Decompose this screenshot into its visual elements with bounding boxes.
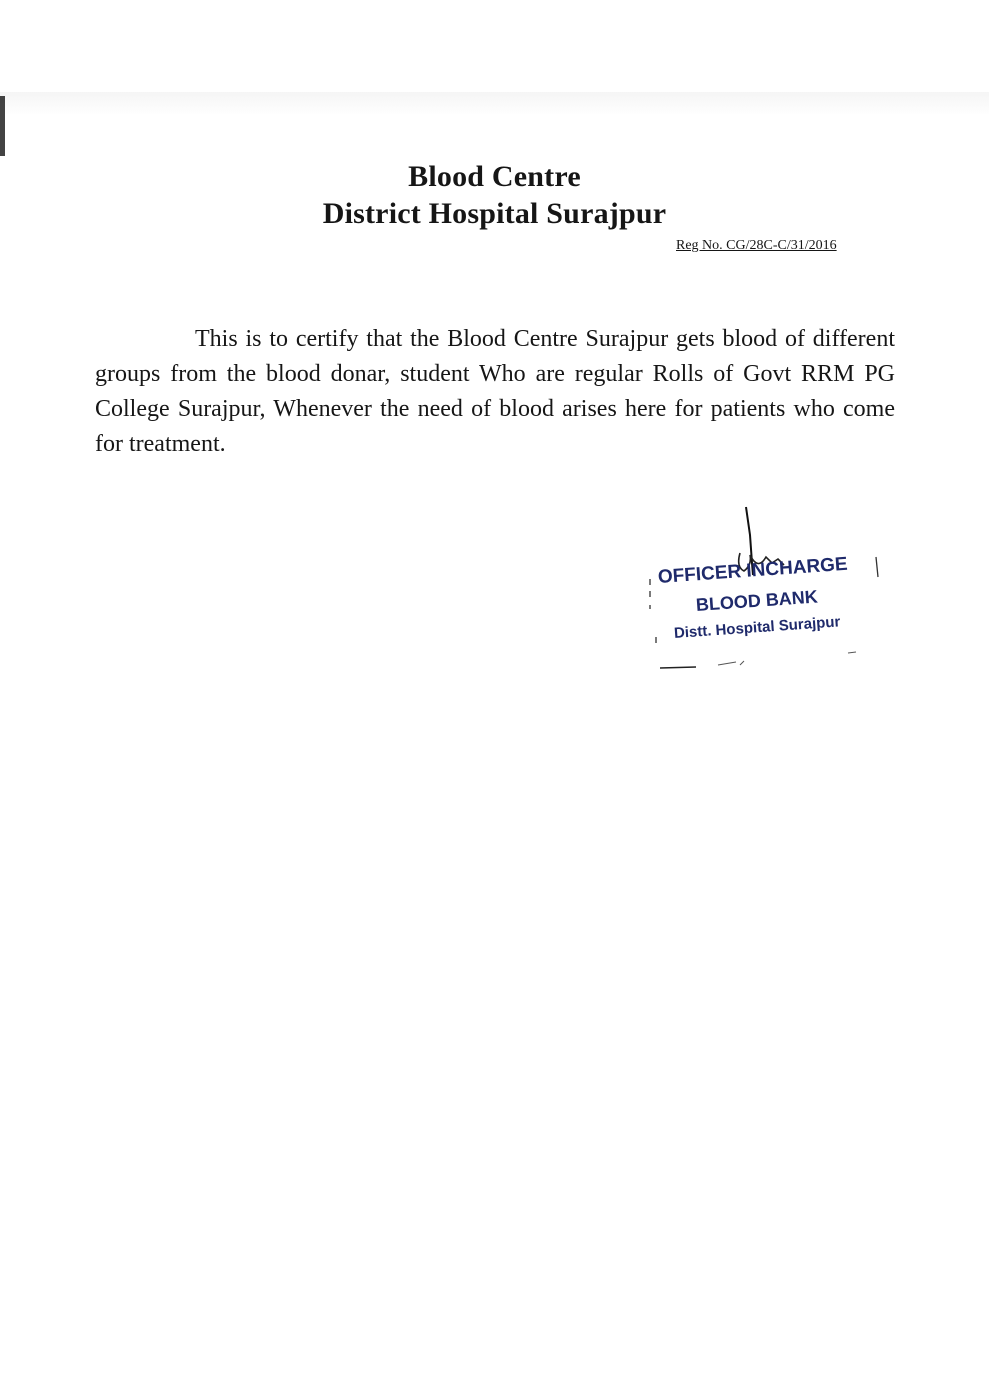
official-stamp — [640, 505, 890, 685]
registration-number: Reg No. CG/28C-C/31/2016 — [676, 238, 837, 253]
stamp-line-hospital: Distt. Hospital Surajpur — [673, 613, 841, 642]
stamp-line-blood-bank: BLOOD BANK — [695, 586, 819, 615]
stamp-line-officer: OFFICER INCHARGE — [657, 553, 849, 588]
document-title: Blood Centre — [408, 160, 581, 193]
scan-artifact-band — [0, 92, 989, 114]
certificate-paragraph — [95, 322, 895, 462]
scan-edge-mark — [0, 96, 5, 156]
document-subtitle: District Hospital Surajpur — [322, 197, 667, 230]
paragraph-text: This is to certify that the Blood Centre Surajpur gets blood of different groups from the blood donar, student Who are regular Rolls of Govt RRM PG College Surajpur, Whenever the need of blood arises here for patients who come for treatment. — [95, 326, 895, 457]
